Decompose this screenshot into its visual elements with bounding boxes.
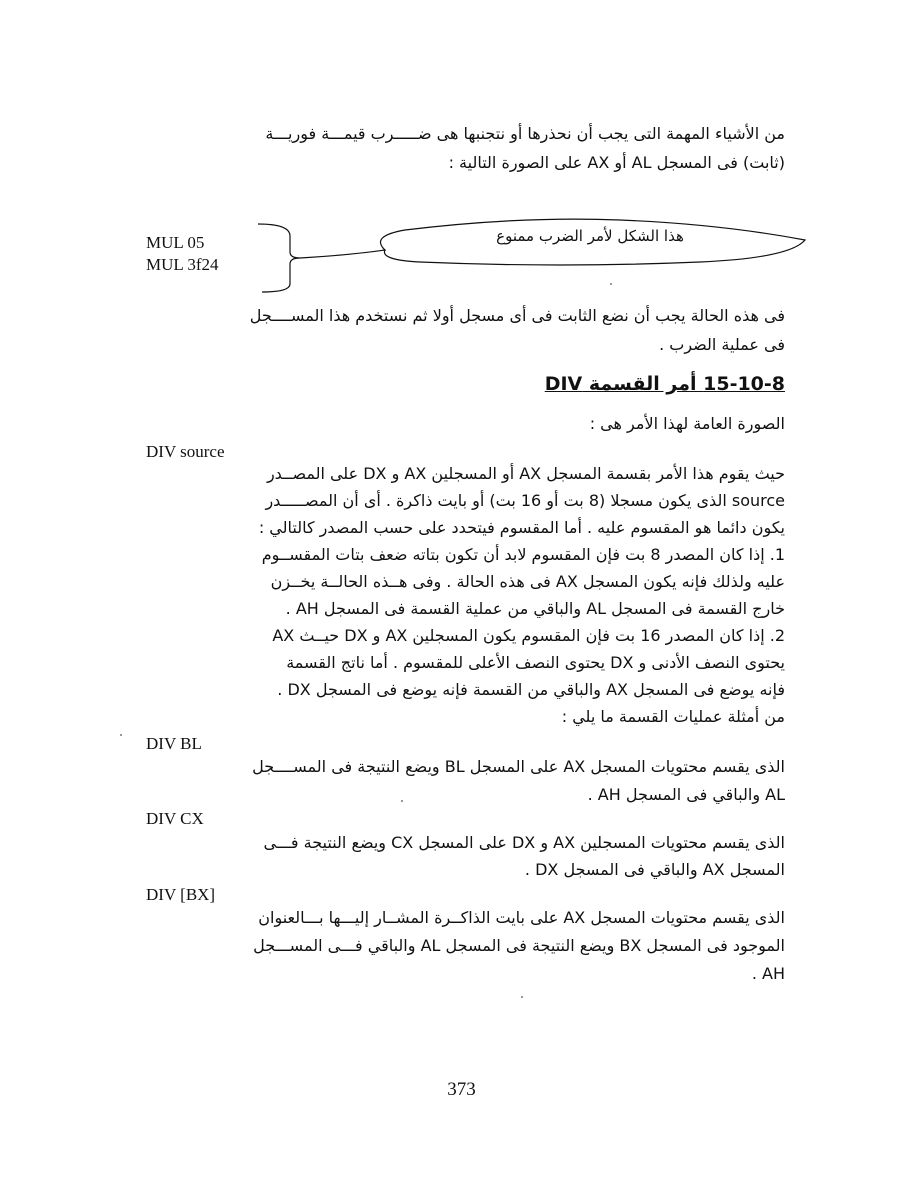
body-line-7: 2. إذا كان المصدر 16 بت فإن المقسوم يكون المسجلين AX و DX حيــث AX — [272, 626, 785, 645]
note-line-1: فى هذه الحالة يجب أن نضع الثابت فى أى مسجل أولا ثم نستخدم هذا المســــجل — [249, 306, 785, 325]
callout-text: هذا الشكل لأمر الضرب ممنوع — [496, 227, 684, 245]
body-line-8: يحتوى النصف الأدنى و DX يحتوى النصف الأعلى للمقسوم . أما ناتج القسمة — [286, 653, 785, 672]
example-code-div-cx: DIV CX — [146, 809, 204, 828]
code-mul-05: MUL 05 — [146, 233, 205, 252]
example-code-div-bl: DIV BL — [146, 734, 202, 753]
general-form-text: الصورة العامة لهذا الأمر هى : — [589, 414, 785, 433]
body-line-9: فإنه يوضع فى المسجل AX والباقي من القسمة فإنه يوضع فى المسجل DX . — [277, 680, 785, 699]
scan-speck — [120, 734, 122, 736]
scan-speck — [521, 996, 523, 998]
example-code-div-bx: DIV [BX] — [146, 885, 216, 904]
code-mul-3f24: MUL 3f24 — [146, 255, 219, 274]
note-line-2: فى عملية الضرب . — [659, 335, 785, 354]
example-3-line-3: AH . — [751, 964, 785, 983]
example-3-line-1: الذى يقسم محتويات المسجل AX على بايت الذاكــرة المشــار إليـــها بـــالعنوان — [258, 908, 785, 927]
intro-line-2: (ثابت) فى المسجل AL أو AX على الصورة التالية : — [448, 153, 785, 172]
body-line-2: source الذى يكون مسجلا (8 بت أو 16 بت) أو بايت ذاكرة . أى أن المصـــــدر — [265, 491, 785, 510]
scan-speck — [401, 800, 403, 802]
body-line-4: 1. إذا كان المصدر 8 بت فإن المقسوم لابد أن تكون بتاته ضعف بتات المقســوم — [261, 545, 785, 564]
example-2-line-2: المسجل AX والباقي فى المسجل DX . — [524, 860, 785, 879]
example-1-line-2: AL والباقي فى المسجل AH . — [587, 785, 785, 804]
intro-line-1: من الأشياء المهمة التى يجب أن نحذرها أو نتجنبها هى ضـــــرب قيمـــة فوريـــة — [265, 124, 785, 143]
body-line-6: خارج القسمة فى المسجل AL والباقي من عملية القسمة فى المسجل AH . — [285, 599, 785, 618]
body-line-1: حيث يقوم هذا الأمر بقسمة المسجل AX أو المسجلين AX و DX على المصــدر — [266, 464, 785, 483]
example-1-line-1: الذى يقسم محتويات المسجل AX على المسجل BL ويضع النتيجة فى المســــجل — [252, 757, 785, 776]
body-line-3: يكون دائما هو المقسوم عليه . أما المقسوم فيتحدد على حسب المصدر كالتالي : — [258, 518, 785, 537]
page-number: 373 — [447, 1079, 476, 1100]
body-line-5: عليه ولذلك فإنه يكون المسجل AX فى هذه الحالة . وفى هــذه الحالــة يخــزن — [270, 572, 785, 591]
div-syntax: DIV source — [146, 442, 225, 461]
scan-speck — [610, 283, 612, 285]
examples-intro: من أمثلة عمليات القسمة ما يلي : — [561, 707, 785, 726]
example-3-line-2: الموجود فى المسجل BX ويضع النتيجة فى المسجل AL والباقي فـــى المســـجل — [253, 936, 785, 955]
section-heading: 15-10-8 أمر القسمة DIV — [544, 373, 785, 395]
callout-brace-bubble — [0, 0, 923, 320]
example-2-line-1: الذى يقسم محتويات المسجلين AX و DX على المسجل CX ويضع النتيجة فـــى — [263, 833, 785, 852]
